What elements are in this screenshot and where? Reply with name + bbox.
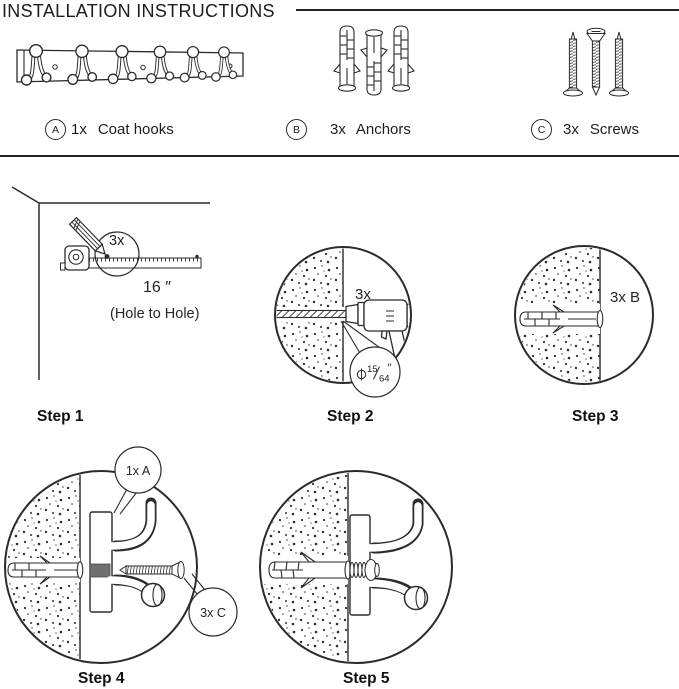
hook-callout-bubble <box>115 447 161 493</box>
plate-hole <box>90 564 110 577</box>
bit-denominator: 64 <box>379 373 390 385</box>
wall-cross-section <box>255 428 348 668</box>
section-divider <box>0 155 679 157</box>
step3-label: Step 3 <box>572 408 619 425</box>
drill-size-callout-bubble <box>350 347 400 397</box>
step5-label: Step 5 <box>343 670 390 687</box>
hook-icon <box>110 503 165 607</box>
step3-count: 3x B <box>610 289 641 306</box>
part-b-letter-badge: B <box>286 119 307 140</box>
screws-icon <box>548 22 638 100</box>
wall-corner <box>12 187 210 380</box>
bit-unit: ″ <box>387 362 392 374</box>
part-a-name: Coat hooks <box>97 121 174 138</box>
hook-icon <box>368 504 428 610</box>
step1-measurement: 16 ″ <box>143 279 171 296</box>
step1-marks-count: 3x <box>109 233 125 249</box>
part-b-label <box>286 119 411 140</box>
screw-callout-bubble <box>189 588 237 636</box>
anchors-icon <box>332 22 417 102</box>
part-b-qty: 3x <box>330 121 346 138</box>
part-a-qty: 1x <box>71 121 87 138</box>
part-a-letter-badge: A <box>45 119 66 140</box>
step2-holes-count: 3x <box>355 286 371 303</box>
part-c-label <box>531 119 639 140</box>
title-rule <box>296 9 679 11</box>
part-a-label <box>45 119 174 140</box>
part-b-name: Anchors <box>355 121 411 138</box>
step4-hook-callout: 1x A <box>125 464 151 478</box>
step2-label: Step 2 <box>327 408 374 425</box>
page-title: INSTALLATION INSTRUCTIONS <box>2 1 275 21</box>
step4-screw-callout: 3x C <box>200 606 226 620</box>
drill-bit-icon <box>269 311 346 318</box>
step4-label: Step 4 <box>78 670 125 687</box>
part-c-name: Screws <box>589 121 640 138</box>
tape-measure-icon <box>61 246 202 270</box>
step5-illustration <box>255 428 470 668</box>
step3-illustration <box>508 242 668 392</box>
step1-note: (Hole to Hole) <box>110 306 200 322</box>
pencil-mark-dot-right <box>195 255 198 258</box>
coat-hook-rack-icon <box>12 38 252 98</box>
step4-illustration <box>0 428 252 668</box>
pencil-mark-dot-left <box>105 254 110 259</box>
part-c-qty: 3x <box>563 121 579 138</box>
step2-illustration <box>268 242 433 400</box>
bit-numerator: 15 <box>367 364 378 375</box>
hook-plate <box>90 512 112 612</box>
wall-cross-section <box>0 428 80 668</box>
part-c-letter-badge: C <box>531 119 552 140</box>
step1-label: Step 1 <box>37 408 84 425</box>
step1-illustration <box>5 180 220 405</box>
